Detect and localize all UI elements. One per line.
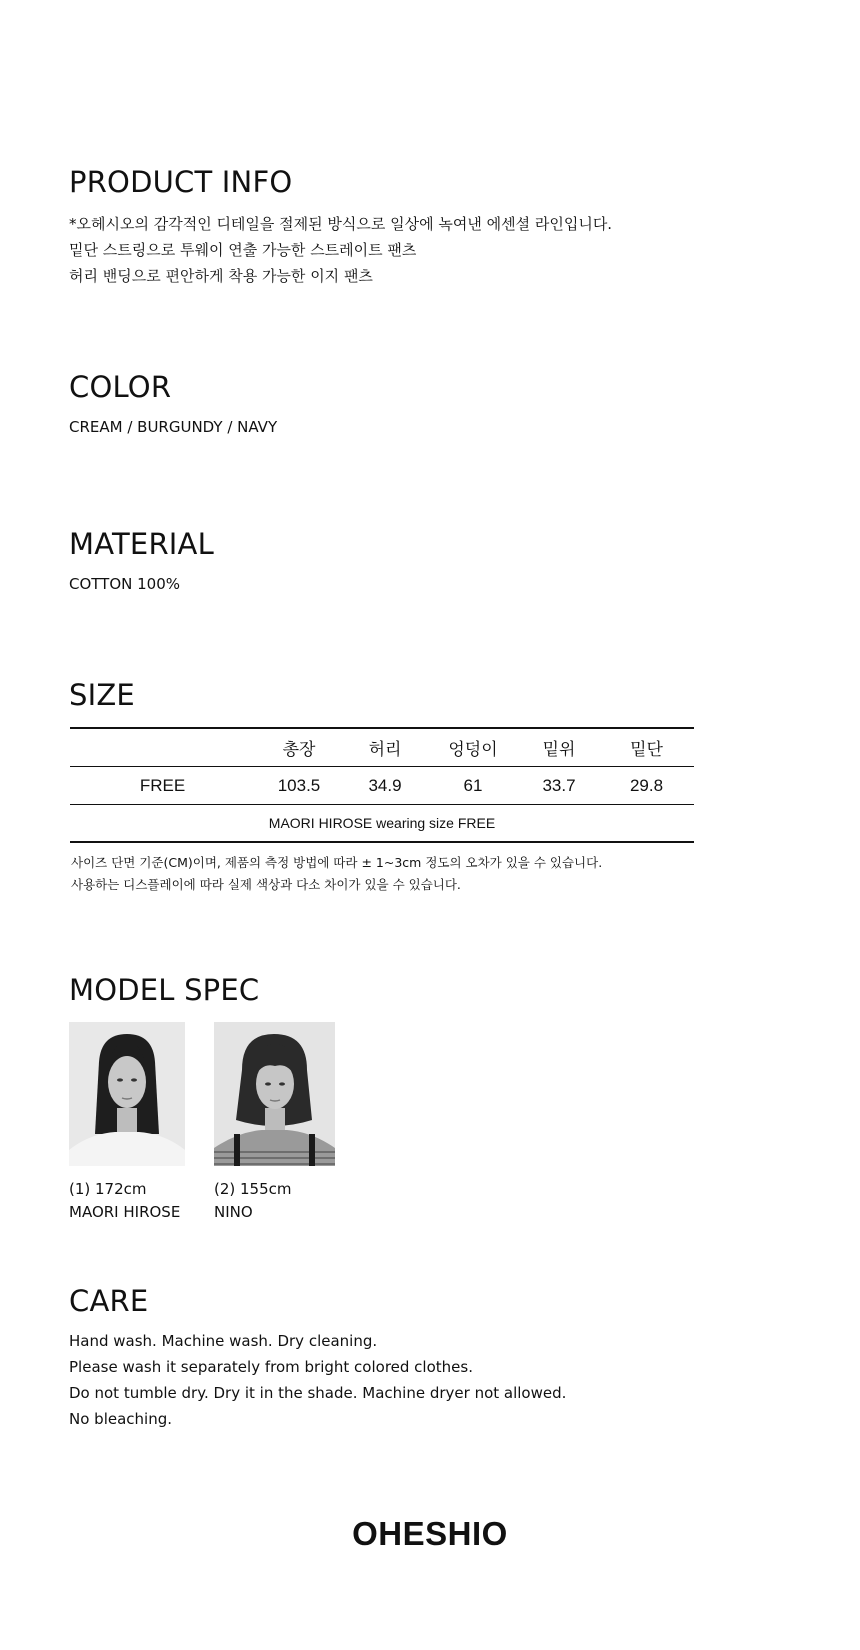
size-table-header [70, 728, 694, 767]
size-header-cell [70, 728, 255, 767]
product-info-line: 허리 밴딩으로 편안하게 착용 가능한 이지 팬츠 [69, 267, 373, 285]
size-header-cell: 허리 [343, 728, 427, 767]
model-height: (1) 172cm [69, 1180, 147, 1198]
product-info-line: *오헤시오의 감각적인 디테일을 절제된 방식으로 일상에 녹여낸 에센셜 라인입니다. [69, 215, 613, 233]
wearing-note-row [70, 805, 694, 843]
model-card [214, 1022, 335, 1224]
material-value: COTTON 100% [69, 575, 181, 593]
size-value-cell: 29.8 [599, 767, 694, 805]
model-height: (2) 155cm [214, 1180, 292, 1198]
size-value-cell: 61 [427, 767, 519, 805]
size-header-cell: 밑위 [519, 728, 599, 767]
material-title: MATERIAL [69, 527, 214, 561]
model-caption [69, 1178, 185, 1224]
brand-logo: OHESHIO [352, 1515, 508, 1552]
size-notes [71, 852, 602, 896]
size-label-cell: FREE [70, 767, 255, 805]
size-header-cell: 엉덩이 [427, 728, 519, 767]
color-title: COLOR [69, 370, 172, 404]
size-note-line: 사용하는 디스플레이에 따라 실제 색상과 다소 차이가 있을 수 있습니다. [71, 877, 461, 892]
care-title: CARE [69, 1284, 149, 1318]
model-caption [214, 1178, 335, 1224]
model-name: MAORI HIROSE [69, 1203, 181, 1221]
model-photo [69, 1022, 185, 1166]
care-text [69, 1328, 566, 1432]
size-value-cell: 33.7 [519, 767, 599, 805]
model-spec-title: MODEL SPEC [69, 973, 260, 1007]
size-header-cell: 총장 [255, 728, 343, 767]
table-row [70, 767, 694, 805]
care-line: Do not tumble dry. Dry it in the shade. Machine dryer not allowed. [69, 1384, 567, 1402]
product-info-line: 밑단 스트링으로 투웨이 연출 가능한 스트레이트 팬츠 [69, 241, 417, 259]
care-line: No bleaching. [69, 1410, 172, 1428]
size-header-cell: 밑단 [599, 728, 694, 767]
size-note-line: 사이즈 단면 기준(CM)이며, 제품의 측정 방법에 따라 ± 1~3cm 정도의 오차가 있을 수 있습니다. [71, 855, 603, 870]
size-table [70, 727, 694, 843]
size-value-cell: 34.9 [343, 767, 427, 805]
model-photo [214, 1022, 335, 1166]
wearing-note: MAORI HIROSE wearing size FREE [70, 805, 694, 843]
product-info-title: PRODUCT INFO [69, 165, 293, 199]
color-value: CREAM / BURGUNDY / NAVY [69, 418, 278, 436]
model-name: NINO [214, 1203, 253, 1221]
care-line: Hand wash. Machine wash. Dry cleaning. [69, 1332, 378, 1350]
product-info-text [69, 211, 612, 289]
size-title: SIZE [69, 678, 135, 712]
size-value-cell: 103.5 [255, 767, 343, 805]
model-card [69, 1022, 185, 1224]
care-line: Please wash it separately from bright colored clothes. [69, 1358, 473, 1376]
